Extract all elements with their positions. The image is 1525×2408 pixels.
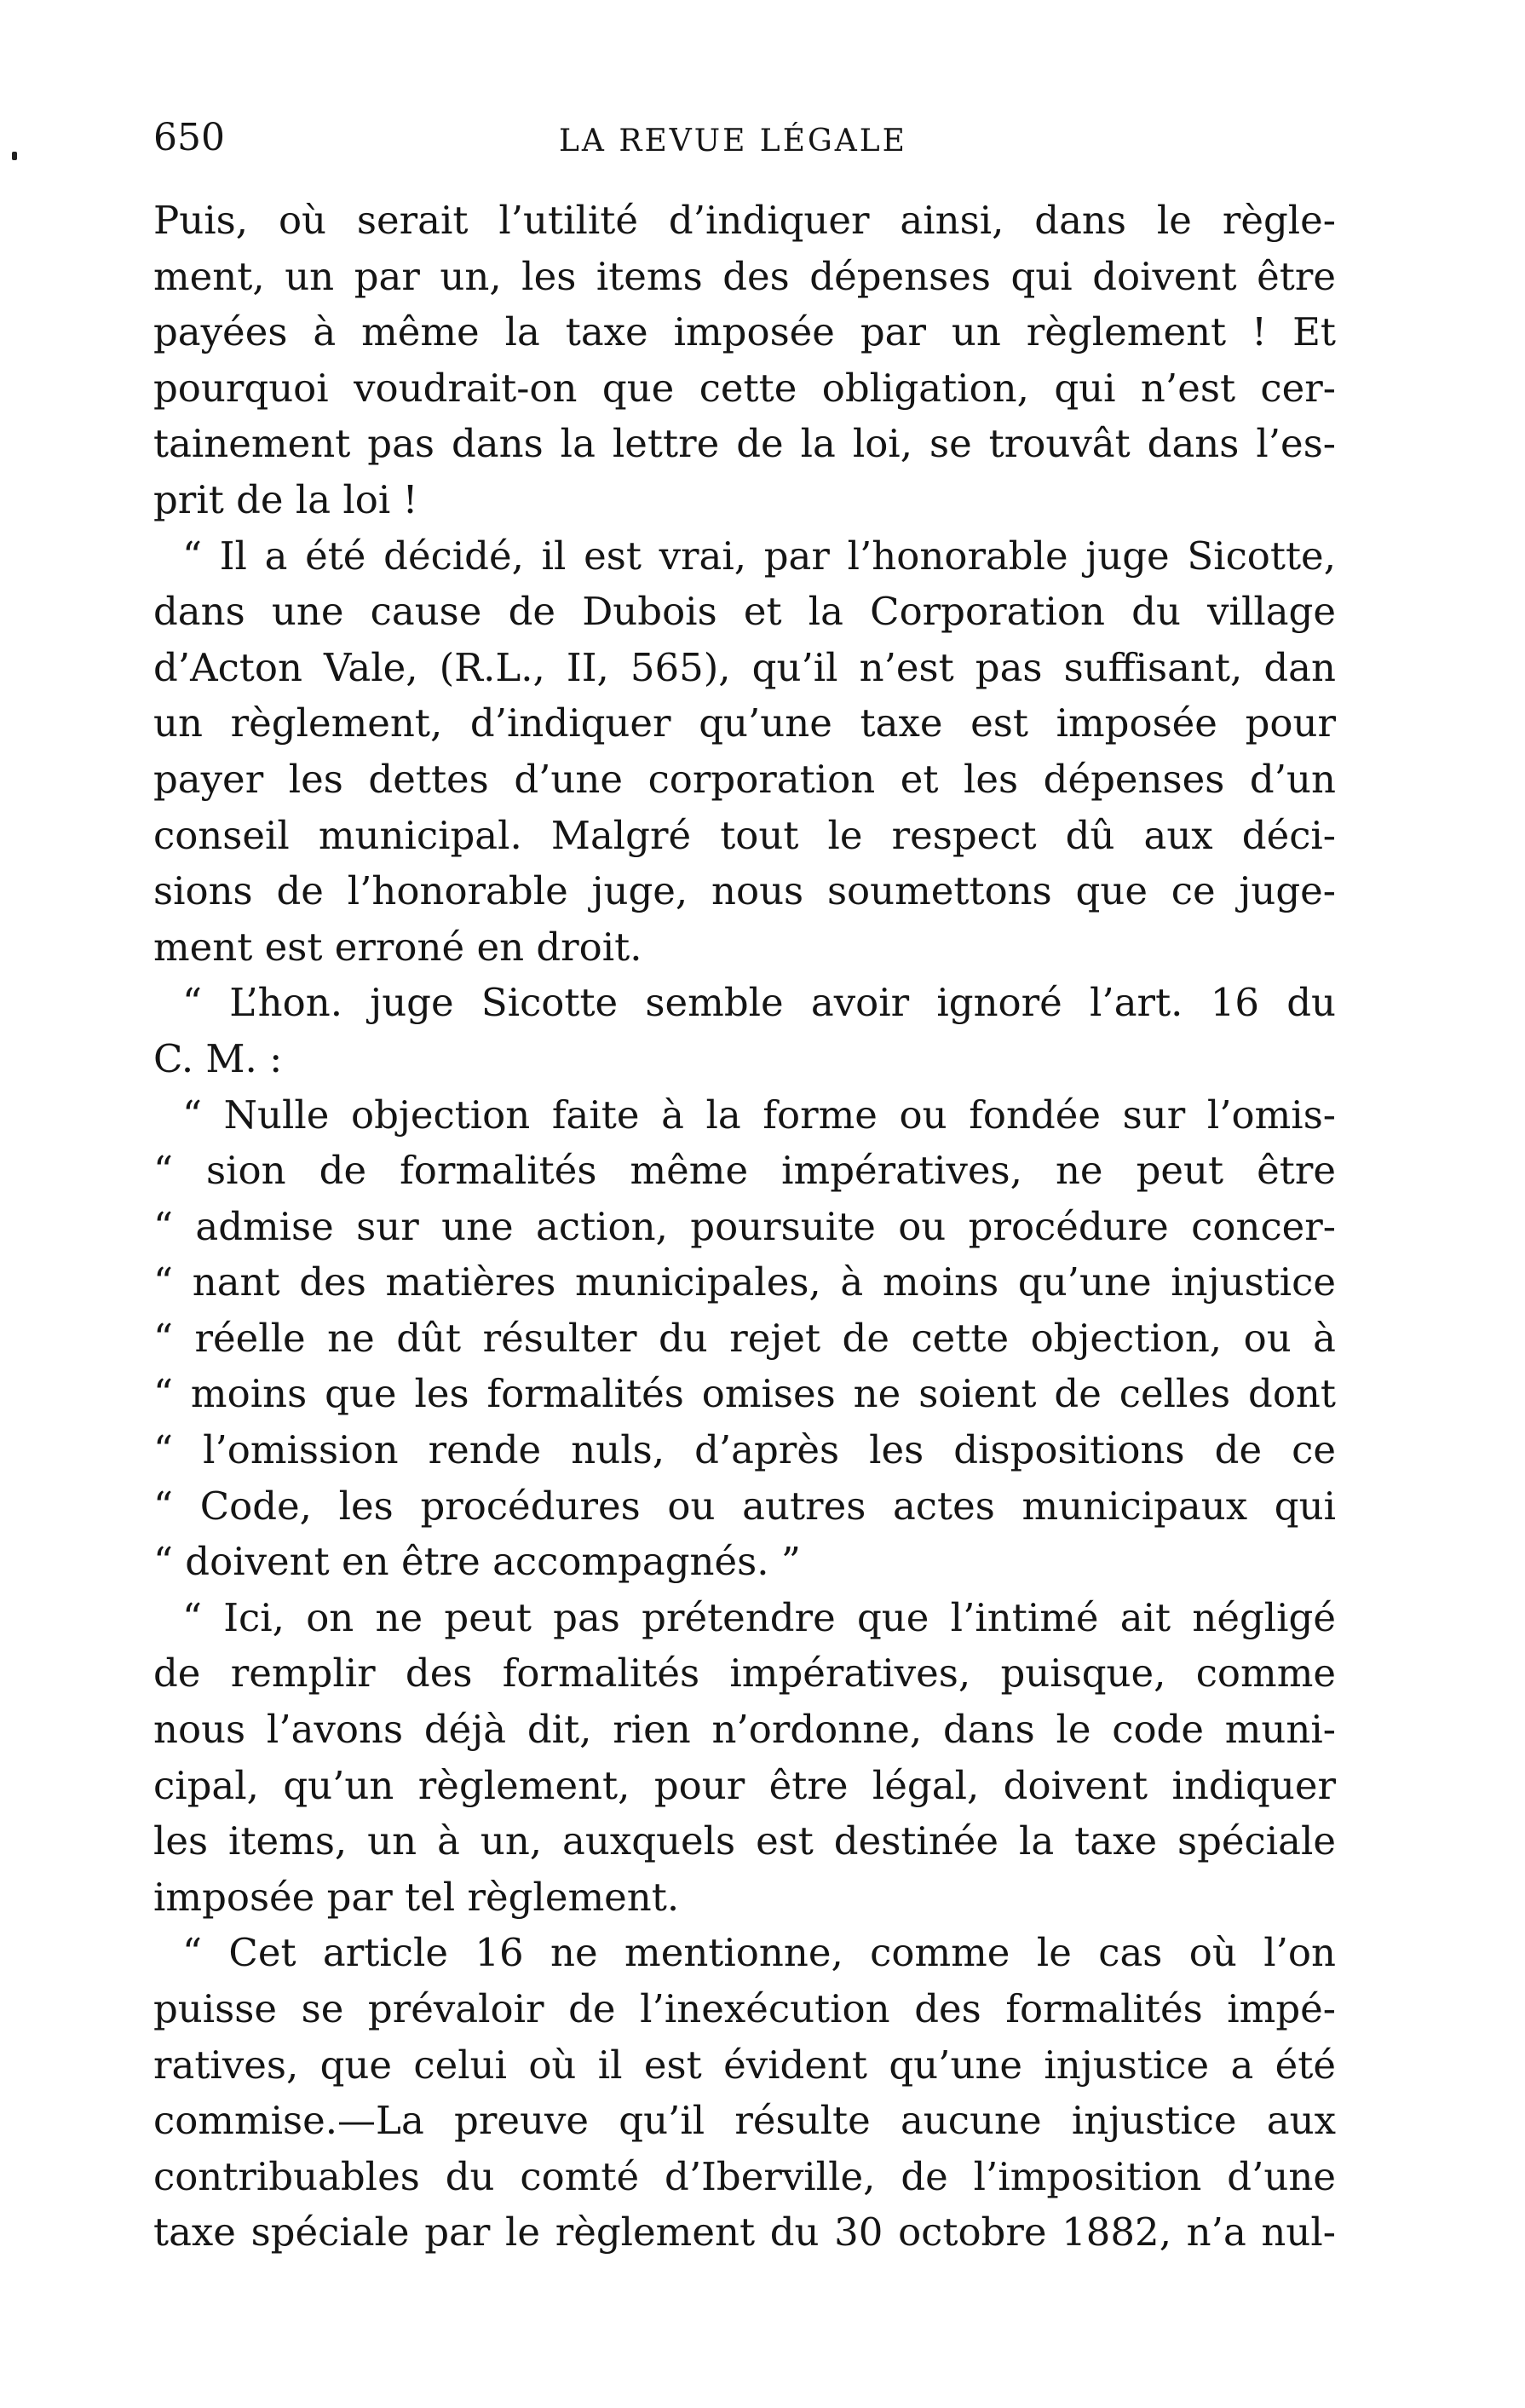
text-line: sions de l’honorable juge, nous soumettons que ce juge-	[153, 868, 1336, 914]
page-header	[153, 112, 1346, 164]
text-line: prit de la loi !	[153, 476, 418, 522]
text-line: payer les dettes d’une corporation et les dépenses d’un	[153, 756, 1336, 802]
text-line: “ Il a été décidé, il est vrai, par l’honorable juge Sicotte,	[182, 533, 1336, 579]
text-line: ment, un par un, les items des dépenses qui doivent être	[153, 253, 1336, 299]
text-line: “ nant des matières municipales, à moins qu’une injustice	[153, 1259, 1336, 1305]
text-line: cipal, qu’un règlement, pour être légal, doivent indiquer	[153, 1762, 1336, 1808]
text-line: “ sion de formalités même impératives, ne peut être	[153, 1148, 1336, 1194]
text-line: “ Cet article 16 ne mentionne, comme le cas où l’on	[182, 1930, 1336, 1976]
text-line: conseil municipal. Malgré tout le respect dû aux déci-	[153, 812, 1336, 858]
text-line: tainement pas dans la lettre de la loi, se trouvât dans l’es-	[153, 421, 1336, 467]
text-line: nous l’avons déjà dit, rien n’ordonne, dans le code muni-	[153, 1707, 1336, 1753]
text-line: de remplir des formalités impératives, puisque, comme	[153, 1650, 1336, 1697]
text-line: contribuables du comté d’Iberville, de l’imposition d’une	[153, 2153, 1336, 2199]
text-line: d’Acton Vale, (R.L., II, 565), qu’il n’est pas suffisant, dan	[153, 644, 1336, 690]
text-line: “ l’omission rende nuls, d’après les dispositions de ce	[153, 1427, 1336, 1473]
text-line: dans une cause de Dubois et la Corporation du village	[153, 589, 1336, 635]
text-line: commise.—La preuve qu’il résulte aucune injustice aux	[153, 2098, 1336, 2144]
text-line: puisse se prévaloir de l’inexécution des formalités impé-	[153, 1986, 1336, 2031]
text-line: ment est erroné en droit.	[153, 924, 642, 970]
text-line: les items, un à un, auxquels est destinée la taxe spéciale	[153, 1818, 1336, 1864]
text-line: C. M. :	[153, 1035, 283, 1081]
text-line: “ Nulle objection faite à la forme ou fondée sur l’omis-	[182, 1092, 1336, 1138]
text-line: imposée par tel règlement.	[153, 1874, 680, 1920]
body-text	[153, 193, 1336, 2261]
text-line: “ Ici, on ne peut pas prétendre que l’intimé ait négligé	[182, 1594, 1336, 1640]
text-line: “ Code, les procédures ou autres actes municipaux qui	[153, 1483, 1336, 1529]
stray-ink-mark	[12, 152, 17, 160]
text-line: “ réelle ne dût résulter du rejet de cette objection, ou à	[153, 1315, 1336, 1361]
text-line: un règlement, d’indiquer qu’une taxe est imposée pour	[153, 700, 1336, 746]
running-title: LA REVUE LÉGALE	[559, 124, 907, 158]
page-number: 650	[153, 116, 225, 159]
text-line: Puis, où serait l’utilité d’indiquer ainsi, dans le règle-	[153, 198, 1336, 243]
text-line: “ doivent en être accompagnés. ”	[153, 1539, 801, 1585]
text-line: ratives, que celui où il est évident qu’une injustice a été	[153, 2042, 1336, 2088]
text-line: payées à même la taxe imposée par un règlement ! Et	[153, 309, 1336, 355]
text-line: taxe spéciale par le règlement du 30 octobre 1882, n’a nul-	[153, 2209, 1336, 2255]
text-line: “ L’hon. juge Sicotte semble avoir ignoré l’art. 16 du	[182, 980, 1336, 1026]
text-line: “ admise sur une action, poursuite ou procédure concer-	[153, 1203, 1336, 1249]
text-line: “ moins que les formalités omises ne soient de celles dont	[153, 1371, 1336, 1417]
text-line: pourquoi voudrait-on que cette obligation, qui n’est cer-	[153, 365, 1336, 411]
